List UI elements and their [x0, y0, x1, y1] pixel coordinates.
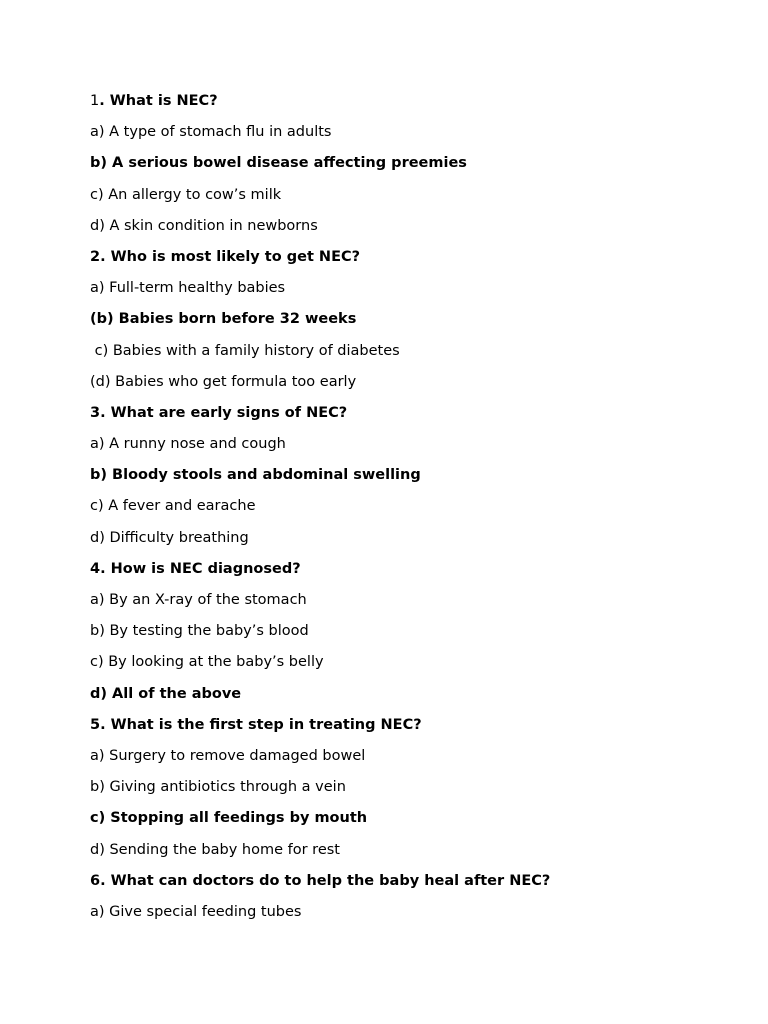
text: a) Surgery to remove damaged bowel — [90, 747, 366, 764]
bold-text: 3. What are early signs of NEC? — [90, 404, 348, 421]
answer-option-line — [90, 435, 730, 466]
text: d) Difficulty breathing — [90, 529, 249, 546]
bold-text: . What is NEC? — [99, 93, 218, 109]
answer-option-line — [90, 903, 730, 934]
answer-option-line — [90, 373, 730, 404]
bold-text: d) All of the above — [90, 685, 242, 702]
question-line — [90, 872, 730, 903]
text: (d) Babies who get formula too early — [90, 373, 357, 390]
text: d) A skin condition in newborns — [90, 217, 318, 234]
answer-option-line — [90, 497, 730, 528]
question-line — [90, 404, 730, 435]
text: c) By looking at the baby’s belly — [90, 654, 324, 671]
answer-option-line — [90, 841, 730, 872]
answer-option-line — [90, 591, 730, 622]
answer-option-line — [90, 778, 730, 809]
answer-option-line — [90, 123, 730, 154]
answer-option-line — [90, 747, 730, 778]
bold-text: b) Bloody stools and abdominal swelling — [90, 467, 421, 484]
bold-text: b) A serious bowel disease affecting preemies — [90, 155, 467, 172]
answer-option-line — [90, 186, 730, 217]
answer-option-line — [90, 622, 730, 653]
text: b) Giving antibiotics through a vein — [90, 779, 346, 796]
text: b) By testing the baby’s blood — [90, 623, 309, 640]
document-body — [90, 92, 730, 934]
question-line — [90, 248, 730, 279]
bold-text: c) Stopping all feedings by mouth — [90, 810, 368, 827]
text: a) By an X-ray of the stomach — [90, 592, 307, 608]
bold-text: 4. How is NEC diagnosed? — [90, 560, 301, 577]
answer-option-line — [90, 529, 730, 560]
text: c) Babies with a family history of diabetes — [90, 342, 400, 359]
bold-text: (b) Babies born before 32 weeks — [90, 311, 357, 328]
bold-text: 5. What is the first step in treating NEC? — [90, 716, 422, 733]
text: a) Give special feeding tubes — [90, 903, 302, 920]
answer-option-line — [90, 685, 730, 716]
answer-option-line — [90, 809, 730, 840]
answer-option-line — [90, 653, 730, 684]
answer-option-line — [90, 279, 730, 310]
answer-option-line — [90, 466, 730, 497]
question-line — [90, 92, 730, 123]
question-line — [90, 560, 730, 591]
answer-option-line — [90, 342, 730, 373]
bold-text: 2. Who is most likely to get NEC? — [90, 248, 361, 265]
answer-option-line — [90, 310, 730, 341]
answer-option-line — [90, 154, 730, 185]
text: a) Full-term healthy babies — [90, 280, 286, 297]
answer-option-line — [90, 217, 730, 248]
question-line — [90, 716, 730, 747]
text: a) A runny nose and cough — [90, 436, 286, 453]
text: c) A fever and earache — [90, 498, 256, 515]
text: c) An allergy to cow’s milk — [90, 186, 282, 203]
text: 1 — [90, 93, 100, 109]
text: a) A type of stomach flu in adults — [90, 124, 332, 141]
text: d) Sending the baby home for rest — [90, 841, 340, 858]
bold-text: 6. What can doctors do to help the baby heal after NEC? — [90, 872, 551, 889]
